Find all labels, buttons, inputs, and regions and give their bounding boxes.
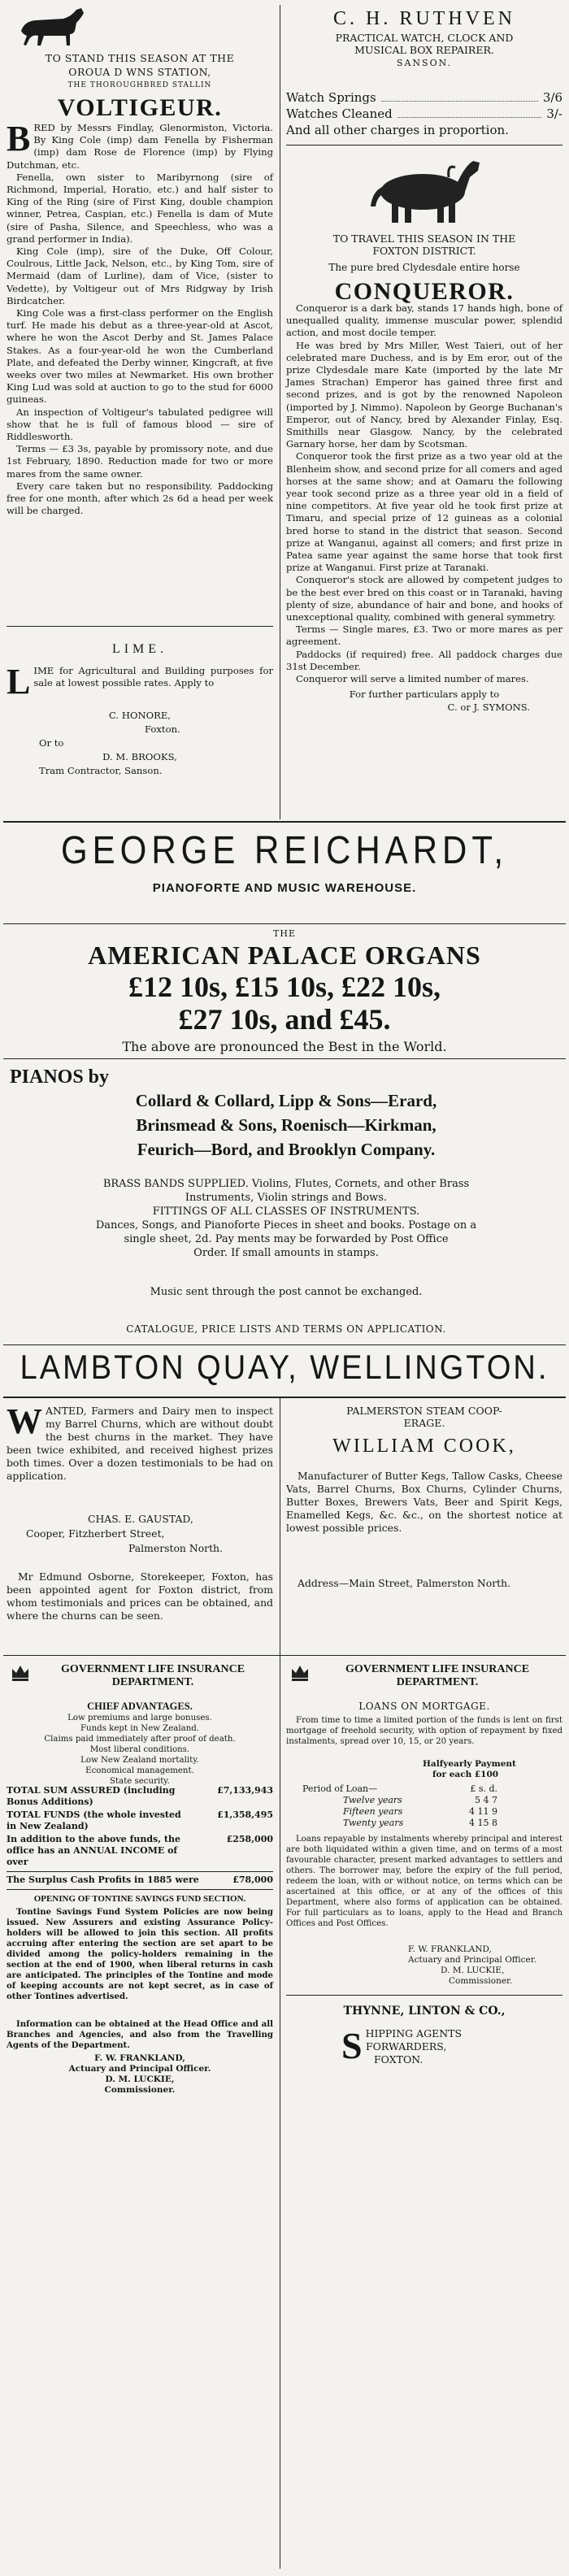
organs-title: AMERICAN PALACE ORGANS bbox=[88, 940, 481, 970]
divider-surplus-bottom bbox=[7, 1889, 273, 1890]
insurance-row: In addition to the above funds, the office has an ANNUAL INCOME of over £258,000 bbox=[7, 1834, 273, 1867]
lime-heading: LIME. bbox=[111, 642, 168, 656]
churns-addr2: Palmerston North. bbox=[128, 1542, 223, 1554]
per-hundred: for each £100 bbox=[432, 1770, 499, 1779]
dances-line-3: Order. If small amounts in stamps. bbox=[193, 1247, 379, 1259]
organs-tagline: The above are pronounced the Best in the World. bbox=[122, 1039, 447, 1054]
pianos-by: PIANOS by bbox=[10, 1066, 110, 1088]
ruthven-title: C. H. RUTHVEN bbox=[333, 8, 515, 29]
fittings-line: FITTINGS OF ALL CLASSES OF INSTRUMENTS. bbox=[152, 1205, 420, 1218]
divider-full-2 bbox=[3, 1397, 566, 1398]
churns-dropcap: W bbox=[7, 1401, 42, 1441]
dances-line-2: single sheet, 2d. Pay ments may be forwarded by Post Office bbox=[124, 1233, 449, 1245]
reichardt-sub: PIANOFORTE AND MUSIC WAREHOUSE. bbox=[152, 881, 417, 895]
cook-address: Address—Main Street, Palmerston North. bbox=[298, 1577, 511, 1589]
insurance-left-title1: GOVERNMENT LIFE INSURANCE bbox=[60, 1663, 245, 1675]
ruthven-sub2: MUSICAL BOX REPAIRER. bbox=[354, 44, 494, 56]
piano-makers-3: Feurich—Bord, and Brooklyn Company. bbox=[137, 1140, 436, 1159]
thynne-line1: HIPPING AGENTS bbox=[365, 2027, 463, 2040]
insurance-left-sig2: Actuary and Principal Officer. bbox=[68, 2064, 211, 2074]
horse-engraving-left bbox=[16, 7, 89, 49]
crown-icon bbox=[10, 1662, 31, 1683]
voltigeur-station: OROUA D WNS STATION, bbox=[68, 66, 211, 78]
insurance-right-sig3: D. M. LUCKIE, bbox=[441, 1966, 505, 1975]
ruthven-town: SANSON. bbox=[396, 58, 453, 68]
divider-thynne bbox=[286, 1995, 562, 1996]
divider-lime-top bbox=[7, 626, 273, 627]
reichardt-address: LAMBTON QUAY, WELLINGTON. bbox=[20, 1349, 549, 1388]
lime-agent1: C. HONORE, bbox=[109, 710, 171, 721]
adv-head: CHIEF ADVANTAGES. bbox=[87, 1701, 193, 1712]
insurance-row: TOTAL SUM ASSURED (including Bonus Additions) £7,133,943 bbox=[7, 1785, 273, 1807]
loan-period-row: Twelve years 5 4 7 bbox=[343, 1795, 497, 1805]
insurance-right-title1: GOVERNMENT LIFE INSURANCE bbox=[345, 1663, 530, 1675]
tontine-body: Tontine Savings Fund System Policies are now being issued. New Assurers and existing Assurance Policy-holders will be allowed to join this section. All profits accruing after entering the section are set apart to be divided among the policy-holders remaining in the section at the end of 1900, when liberal returns in cash are anticipated. The principles of the Tontine and mode of keeping accounts are not kept secret, as in case of other Tontines advertised. bbox=[7, 1907, 273, 2001]
lime-agent1-place: Foxton. bbox=[145, 723, 180, 735]
voltigeur-dropcap: B bbox=[7, 119, 31, 159]
thynne-block bbox=[341, 2027, 536, 2066]
divider-reichardt-2 bbox=[3, 1058, 566, 1059]
divider-ruthven bbox=[286, 145, 562, 146]
thynne-line3: FOXTON. bbox=[374, 2053, 423, 2066]
dances-line-1: Dances, Songs, and Pianoforte Pieces in sheet and books. Postage on a bbox=[95, 1219, 477, 1232]
crown-icon bbox=[289, 1662, 311, 1683]
period-label: Period of Loan— bbox=[302, 1783, 378, 1794]
insurance-right-title2: DEPARTMENT. bbox=[396, 1676, 479, 1688]
exchange-note: Music sent through the post cannot be exchanged. bbox=[150, 1286, 423, 1298]
loan-period-row: Fifteen years 4 11 9 bbox=[343, 1806, 497, 1817]
insurance-right-sig4: Commissioner. bbox=[449, 1976, 513, 1986]
churns-addr1: Cooper, Fitzherbert Street, bbox=[26, 1527, 165, 1540]
insurance-row: TOTAL FUNDS (the whole invested in New Zealand) £1,358,495 bbox=[7, 1809, 273, 1831]
insurance-right-sig1: F. W. FRANKLAND, bbox=[408, 1944, 492, 1954]
brass-line-1: BRASS BANDS SUPPLIED. Violins, Flutes, Cornets, and other Brass bbox=[102, 1178, 470, 1190]
insurance-left-sig3: D. M. LUCKIE, bbox=[105, 2074, 175, 2084]
thynne-name: THYNNE, LINTON & CO., bbox=[343, 2005, 506, 2018]
thynne-dropcap: S bbox=[341, 2025, 363, 2066]
lime-body: L IME for Agricultural and Building purposes for sale at lowest possible rates. Apply to bbox=[7, 662, 273, 702]
col-head: £ s. d. bbox=[470, 1783, 497, 1794]
loans-body: From time to time a limited portion of the funds is lent on first mortgage of freehold security, with option of repayment by fixed instalments, spread over 10, 15, or 20 years. bbox=[286, 1716, 562, 1746]
loan-period-row: Twenty years 4 15 8 bbox=[343, 1818, 497, 1828]
divider-reichardt-1 bbox=[3, 923, 566, 924]
divider-surplus-top bbox=[7, 1871, 273, 1872]
lime-agents bbox=[7, 709, 273, 778]
loans-head: LOANS ON MORTGAGE. bbox=[358, 1701, 490, 1712]
tontine-head: OPENING OF TONTINE SAVINGS FUND SECTION. bbox=[33, 1894, 246, 1904]
conqueror-sub: The pure bred Clydesdale entire horse bbox=[328, 262, 520, 273]
voltigeur-intro: TO STAND THIS SEASON AT THE bbox=[45, 52, 235, 64]
ruthven-note: And all other charges in proportion. bbox=[286, 123, 509, 137]
voltigeur-title: VOLTIGEUR. bbox=[57, 94, 223, 121]
divider-full-3 bbox=[3, 1655, 566, 1656]
insurance-left-sig1: F. W. FRANKLAND, bbox=[94, 2053, 185, 2063]
lime-agent2: D. M. BROOKS, bbox=[102, 751, 177, 762]
surplus-row: The Surplus Cash Profits in 1885 were £78,000 bbox=[7, 1874, 273, 1885]
cook-heading-1: PALMERSTON STEAM COOP- bbox=[346, 1405, 502, 1417]
ruthven-sub1: PRACTICAL WATCH, CLOCK AND bbox=[335, 32, 514, 44]
lime-agent2-place: Tram Contractor, Sanson. bbox=[39, 765, 163, 776]
churns-agent: Mr Edmund Osborne, Storekeeper, Foxton, has been appointed agent for Foxton district, from whom testimonials and prices can be obtained, and where the churns can be seen. bbox=[7, 1570, 273, 1622]
insurance-left-info: Information can be obtained at the Head Office and all Branches and Agencies, and also from the Travelling Agents of the Department. bbox=[7, 2019, 273, 2050]
price-row: Watch Springs 3/6 bbox=[286, 90, 562, 105]
piano-makers-1: Collard & Collard, Lipp & Sons—Erard, bbox=[135, 1091, 437, 1110]
half-head: Halfyearly Payment bbox=[423, 1759, 516, 1769]
conqueror-body: Conqueror is a dark bay, stands 17 hands high, bone of unequalled quality, immense muscular power, splendid action, and most docile temper. He was bred by Mrs Miller, West Taieri, out of her celebrated mare Duchess, and is by Em eror, out of the prize Clydesdale mare Kate (imported by the late Mr James Strachan) Emperor has gained three first and second prizes, and is got by the renowned Napoleon (imported by J. Nimmo). Napoleon by George Buchanan's Emperor, out of Nancy, bred by Alexander Finlay, Esq. Smithills near Glasgow. Nancy, by the celebrated Garnary horse, her dam by Scotsman. Conqueror took the first prize as a two year old at the Blenheim show, and second prize for all comers and aged horses at the same show; and at Oamaru the following year took second prize as a three year old in a field of nine competitors. At five year old he took first prize at Timaru, and special prize of 12 guineas as a colonial bred horse to stand in the district that season. Second prize at Wanganui, against all comers; and first prize in Patea same year against the same horse that took first prize at Wanganui. First prize at Taranaki. Conqueror's stock are allowed by competent judges to be the best ever bred on this coast or in Taranaki, having plenty of size, abundance of hair and bone, and hooks of unexceptional quality, combined with general symmetry. Terms — Single mares, £3. Two or more mares as per agreement. Paddocks (if required) free. All paddock charges due 31st December. Conqueror will serve a limited number of mares. For further particulars apply to C. or J. SYMONS. bbox=[286, 302, 562, 713]
churns-name: CHAS. E. GAUSTAD, bbox=[88, 1513, 193, 1525]
brass-line-2: Instruments, Violin strings and Bows. bbox=[185, 1192, 388, 1204]
conqueror-intro1: TO TRAVEL THIS SEASON IN THE bbox=[332, 232, 516, 245]
organs-prices-2: £27 10s, and £45. bbox=[178, 1003, 391, 1036]
churns-ad: W ANTED, Farmers and Dairy men to inspect my Barrel Churns, which are without doubt the best churns in the market. They have been twice exhibited, and received highest prizes both times. Over a dozen testimonials to be had on application. bbox=[7, 1401, 273, 1482]
insurance-left-title2: DEPARTMENT. bbox=[111, 1676, 194, 1688]
lime-or: Or to bbox=[39, 737, 64, 749]
conqueror-intro2: FOXTON DISTRICT. bbox=[372, 245, 476, 257]
thynne-line2: FORWARDERS, bbox=[366, 2040, 447, 2053]
loans-detail: Loans repayable by instalments whereby principal and interest are both liquidated within a given time, and on terms of a most favourable character, present marked advantages to settlers and others. The borrower may, before the expiry of the full period, redeem the loan, with or without notice, on terms which can be ascertained at this office, or at any of the offices of this Department, where also forms of application can be obtained. For full particulars as to loans, apply to the Head and Branch Offices and Post Offices. bbox=[286, 1835, 562, 1928]
cook-heading-2: ERAGE. bbox=[403, 1417, 445, 1429]
conqueror-owner: C. or J. SYMONS. bbox=[447, 701, 530, 713]
insurance-left-sig4: Commissioner. bbox=[104, 2085, 176, 2095]
organs-prices-1: £12 10s, £15 10s, £22 10s, bbox=[128, 971, 441, 1003]
reichardt-name: GEORGE REICHARDT, bbox=[60, 828, 509, 872]
cook-body: Manufacturer of Butter Kegs, Tallow Casks, Cheese Vats, Barrel Churns, Box Churns, Cylinder Churns, Butter Boxes, Brewers Vats, Beer and Spirit Kegs, Enamelled Kegs, &c. &c., on the shortest notice at lowest possible prices. bbox=[286, 1470, 562, 1534]
catalogue-note: CATALOGUE, PRICE LISTS AND TERMS ON APPLICATION. bbox=[126, 1323, 446, 1335]
voltigeur-body: B RED by Messrs Findlay, Glenormiston, Victoria. By King Cole (imp) dam Fenella by Fisherman (imp) dam Rose de Florence (imp) by Flying Dutchman, etc. Fenella, own sister to Maribyrnong (sire of Richmond, Imperial, Horatio, etc.) and half sister to King of the Ring (sire of First King, double champion winner, Petrea, Caspian, etc.) Fenella is dam of Mute (sire of Pasha, Silence, and Speechless, who was a grand performer in India). King Cole (imp), sire of the Duke, Off Colour, Coulrous, Little Jack, Nelson, etc., by King Tom, sire of Mermaid (dam of Lurline), dam of Vice, (sister to Vedette), by Voltigeur out of Mrs Ridgway by Irish Birdcatcher. King Cole was a first-class performer on the English turf. He made his debut as a three-year-old at Ascot, where he won the Ascot Derby and St. James Palace Stakes. As a four-year-old he won the Cumberland Plate, and defeated the Derby winner, Kingcraft, at five weeks over two miles at Newmarket. His own brother King Lud was sold at auction to go to the stud for 6000 guineas. An inspection of Voltigeur's tabulated pedigree will show that he is full of famous blood — sire of Riddlesworth. Terms — £3 3s, payable by promissory note, and due 1st February, 1890. Reduction made for two or more mares from the same owner. Every care taken but no responsibility. Paddocking free for one month, after which 2s 6d a head per week will be charged. bbox=[7, 119, 273, 517]
conqueror-title: CONQUEROR. bbox=[334, 278, 515, 305]
organs-the: THE bbox=[273, 928, 296, 939]
cook-name: WILLIAM COOK, bbox=[332, 1436, 516, 1457]
price-row: Watches Cleaned 3/- bbox=[286, 106, 562, 121]
divider-full-1 bbox=[3, 821, 566, 823]
divider-reichardt-3 bbox=[3, 1344, 566, 1345]
piano-makers-2: Brinsmead & Sons, Roenisch—Kirkman, bbox=[136, 1115, 437, 1135]
insurance-right-sig2: Actuary and Principal Officer. bbox=[408, 1955, 536, 1965]
voltigeur-sub: THE THOROUGHBRED STALLIN bbox=[67, 81, 212, 89]
horse-engraving-right bbox=[358, 150, 488, 228]
lime-dropcap: L bbox=[7, 662, 31, 702]
